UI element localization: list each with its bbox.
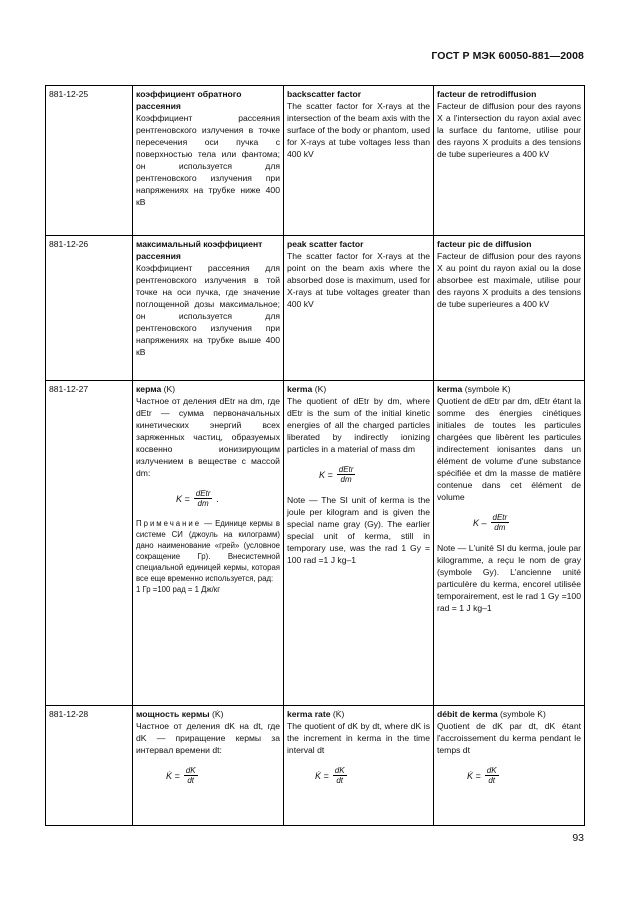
definition-fr: Facteur de diffusion pour des rayons X au point du rayon axial ou la dose absorbee est maximale, utilise pour des rayons X produits a des tensions de tube superieures a 400 kV: [437, 251, 581, 309]
term-fr: kerma: [437, 384, 463, 394]
term-fr: facteur pic de diffusion: [437, 239, 532, 249]
english-cell: [284, 381, 434, 706]
term-number: 881-12-25: [46, 86, 133, 236]
term-en: kerma rate: [287, 709, 331, 719]
note-text: — Единице кермы в системе СИ (джоуль на килограмм) дано наименование «грей» (условное сокращение Гр). Внесистемной специальной единицей кермы, которая все еще временно используется, рад:: [136, 519, 280, 583]
fraction-numerator: dK: [334, 766, 345, 775]
note-en: Note — The SI unit of kerma is the joule per kilogram and is given the special name gray (Gy). The earlier special unit of kerma, still in temporary use, was the rad 1 Gy = 100 rad =1 J kg–1: [287, 495, 430, 565]
russian-cell: [133, 381, 284, 706]
definition-fr: Quotient de dEtr par dm, dEtr étant la somme des énergies cinétiques initiales de toutes les particules chargées que libèrent les particules indirectement ionisantes dans un élément de volume d'une substance spécifiée et dm la masse de matière contenue dans cet élément de volume: [437, 396, 581, 502]
formula-en: [315, 766, 430, 785]
definition-en: The scatter factor for X-rays at the intersection of the beam axis with the surface of the body or phantom, used for X-rays at tube voltages less than 400 kV: [287, 101, 430, 159]
french-cell: [434, 706, 585, 826]
russian-cell: [133, 86, 284, 236]
formula-end: .: [216, 493, 219, 504]
english-cell: [284, 706, 434, 826]
note-fr: Note — L'unité SI du kerma, joule par kilogramme, a reçu le nom de gray (symbole Gy). L'ancienne unité particulère du kerma, encorel utilisée temporairement, est le rad 1 Gy =100 rad = 1 J kg–1: [437, 543, 581, 613]
fraction: [184, 766, 198, 785]
english-cell: [284, 86, 434, 236]
fraction-denominator: dm: [197, 499, 209, 508]
russian-cell: [133, 706, 284, 826]
formula-lhs: K̇ =: [315, 770, 329, 781]
formula-lhs: K̇ =: [166, 770, 180, 781]
table-row: [46, 86, 585, 236]
term-ru: мощность кермы: [136, 709, 210, 719]
term-number: 881-12-28: [46, 706, 133, 826]
term-heading-fr: [437, 383, 581, 395]
symbol-ru: (K): [163, 384, 176, 394]
table-row: [46, 381, 585, 706]
fraction: [485, 766, 499, 785]
definition-ru: Частное от деления dEtr на dm, где dEtr — сумма первоначальных кинетических энергий всех заряженных частиц, образуемых косвенно ионизирующим излучением в веществе с массой dm:: [136, 396, 280, 478]
term-heading-fr: [437, 708, 581, 720]
fraction-numerator: dEtr: [338, 465, 354, 474]
formula-ru: [166, 766, 280, 785]
term-en: peak scatter factor: [287, 239, 364, 249]
page-number: 93: [572, 832, 584, 844]
definition-en: The scatter factor for X-rays at the point on the beam axis where the absorbed dose is maximum, used for X-rays at tube voltages greater than 400 kV: [287, 251, 430, 309]
symbol-en: (K̇): [332, 709, 345, 719]
note-ru: [136, 518, 280, 595]
term-heading-ru: [136, 708, 280, 720]
fraction-numerator: dK: [185, 766, 196, 775]
fraction: [337, 465, 356, 484]
term-fr: débit de kerma: [437, 709, 498, 719]
term-ru: коэффициент обратного рассеяния: [136, 89, 242, 111]
english-cell: [284, 236, 434, 381]
term-number: 881-12-26: [46, 236, 133, 381]
fraction-denominator: dm: [494, 523, 506, 532]
document-header: ГОСТ Р МЭК 60050-881—2008: [431, 50, 584, 62]
russian-cell: [133, 236, 284, 381]
symbol-en: (K): [314, 384, 327, 394]
term-number: 881-12-27: [46, 381, 133, 706]
formula-fr: [473, 513, 581, 532]
term-heading-en: [287, 708, 430, 720]
french-cell: [434, 86, 585, 236]
table-row: [46, 236, 585, 381]
definition-fr: Quotient de dK par dt, dK étant l'accroissement du kerma pendant le temps dt: [437, 721, 581, 755]
term-fr: facteur de retrodiffusion: [437, 89, 537, 99]
fraction: [194, 489, 213, 508]
definition-ru: Коэффициент рассеяния для рентгеновского излучения в той точке на оси пучка, где значение поглощенной дозы максимальное; он используется для рентгеновского излучения при напряжениях на трубке выше 400 кВ: [136, 263, 280, 357]
formula-lhs: K –: [473, 517, 487, 528]
formula-ru: [176, 489, 280, 508]
fraction: [333, 766, 347, 785]
term-en: kerma: [287, 384, 313, 394]
definition-en: The quotient of dK by dt, where dK is the increment in kerma in the time interval dt: [287, 721, 430, 755]
note-equation: 1 Гр =100 рад = 1 Дж/кг: [136, 585, 221, 594]
note-label: Примечание: [136, 519, 202, 528]
formula-en: [319, 465, 430, 484]
fraction-denominator: dt: [336, 776, 343, 785]
term-ru: максимальный коэффициент рассеяния: [136, 239, 263, 261]
symbol-fr: (symbole K̇): [500, 709, 546, 719]
term-en: backscatter factor: [287, 89, 362, 99]
fraction-numerator: dK: [486, 766, 497, 775]
term-heading-en: [287, 383, 430, 395]
fraction-denominator: dt: [488, 776, 495, 785]
definition-en: The quotient of dEtr by dm, where dEtr is the sum of the initial kinetic energies of all the charged particles liberated by indirectly ionizing particles in a material of mass dm: [287, 396, 430, 454]
fraction-denominator: dt: [187, 776, 194, 785]
formula-lhs: K =: [319, 469, 333, 480]
fraction-numerator: dEtr: [492, 513, 508, 522]
fraction-denominator: dm: [340, 475, 352, 484]
french-cell: [434, 236, 585, 381]
fraction: [491, 513, 510, 532]
formula-lhs: K̇ =: [467, 770, 481, 781]
table-row: [46, 706, 585, 826]
term-ru: керма: [136, 384, 162, 394]
formula-lhs: K =: [176, 493, 190, 504]
french-cell: [434, 381, 585, 706]
term-heading-ru: [136, 383, 280, 395]
symbol-ru: (K̇): [212, 709, 224, 719]
formula-fr: [467, 766, 581, 785]
terms-table: [45, 85, 585, 826]
fraction-numerator: dEtr: [195, 489, 211, 498]
definition-ru: Частное от деления dK на dt, где dK — приращение кермы за интервал времени dt:: [136, 721, 280, 755]
definition-ru: Коэффициент рассеяния рентгеновского излучения в точке пересечения оси пучка с поверхностью тела или фантома; он используется для рентгеновского излучения при напряжениях на трубке ниже 400 кВ: [136, 113, 280, 207]
definition-fr: Facteur de diffusion pour des rayons X a l'intersection du rayon axial avec la surface du fantome, utilise pour des rayons X produits a des tensions de tube superieures a 400 kV: [437, 101, 581, 159]
symbol-fr: (symbole K): [464, 384, 511, 394]
